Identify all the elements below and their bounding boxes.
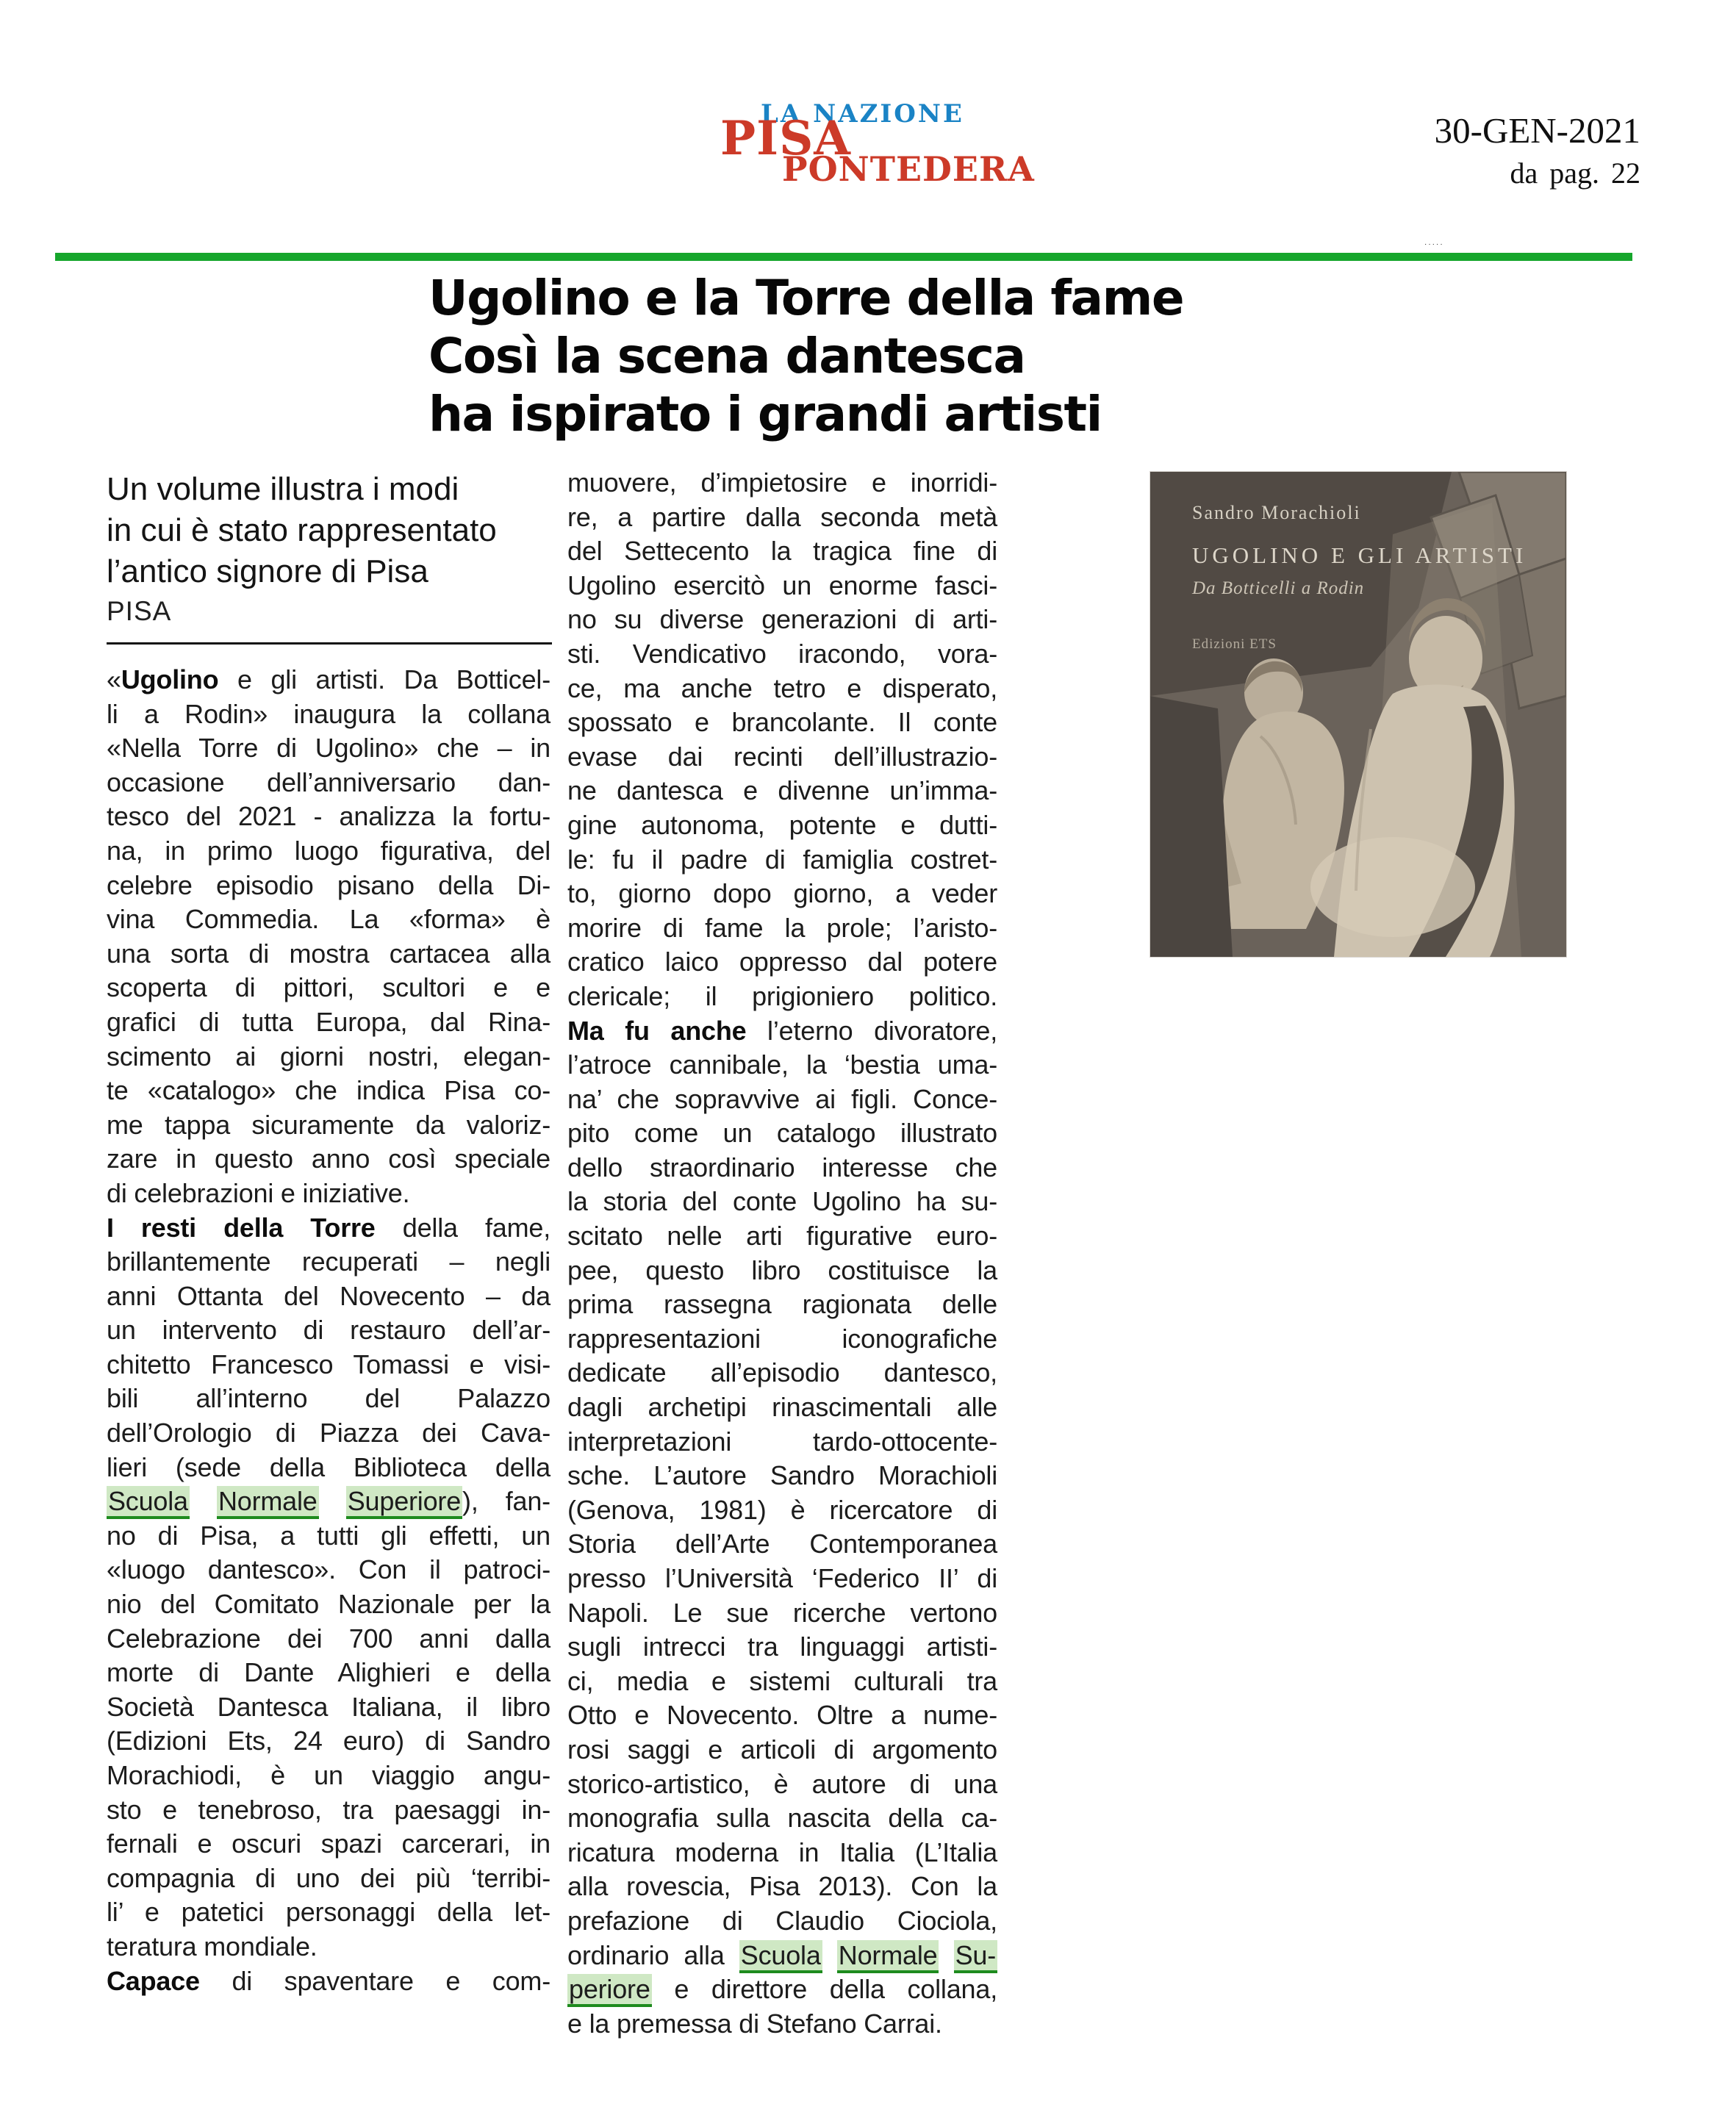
body-line: prefazione di Claudio Ciociola, bbox=[567, 1905, 997, 1936]
body-line: no di Pisa, a tutti gli effetti, un bbox=[107, 1520, 550, 1551]
body-line: (Genova, 1981) è ricercatore di bbox=[567, 1494, 997, 1525]
body-line: ordinario alla Scuola Normale Su- bbox=[567, 1939, 997, 1973]
body-line: re, a partire dalla seconda metà bbox=[567, 501, 997, 532]
body-line: sto e tenebroso, tra paesaggi in- bbox=[107, 1794, 550, 1825]
body-line: monografia sulla nascita della ca- bbox=[567, 1803, 997, 1834]
body-line: del Settecento la tragica fine di bbox=[567, 536, 997, 567]
body-line: chitetto Francesco Tomassi e visi- bbox=[107, 1349, 550, 1379]
body-line: dedicate all’episodio dantesco, bbox=[567, 1357, 997, 1388]
body-line: occasione dell’anniversario dan- bbox=[107, 767, 550, 797]
masthead-pisa: PISA bbox=[720, 111, 851, 166]
book-cover-image bbox=[1150, 472, 1566, 957]
body-line: e la premessa di Stefano Carrai. bbox=[567, 2008, 942, 2039]
green-divider-rule bbox=[55, 253, 1632, 261]
body-line: sugli intrecci tra linguaggi artisti- bbox=[567, 1631, 997, 1662]
body-line: dell’Orologio di Piazza dei Cava- bbox=[107, 1418, 550, 1449]
body-line: tesco del 2021 - analizza la fortu- bbox=[107, 801, 550, 832]
body-line: ricatura moderna in Italia (L’Italia bbox=[567, 1837, 997, 1867]
headline-line: ha ispirato i grandi artisti bbox=[428, 386, 1102, 442]
body-line: gine autonoma, potente e dutti- bbox=[567, 809, 997, 840]
body-line: Morachiodi, è un viaggio angu- bbox=[107, 1760, 550, 1790]
body-line: Napoli. Le sue ricerche vertono bbox=[567, 1597, 997, 1628]
body-line: clericale; il prigioniero politico. bbox=[567, 980, 997, 1011]
body-line: compagnia di uno dei più ‘terribi- bbox=[107, 1862, 550, 1893]
body-line: l’atroce cannibale, la ‘bestia uma- bbox=[567, 1049, 997, 1080]
body-line: na’ che sopravvive ai figli. Conce- bbox=[567, 1083, 997, 1114]
article-headline bbox=[428, 269, 1355, 443]
body-line: una sorta di mostra cartacea alla bbox=[107, 938, 550, 969]
body-line: cratico laico oppresso dal potere bbox=[567, 947, 997, 977]
body-line: ci, media e sistemi culturali tra bbox=[567, 1665, 997, 1696]
masthead-la-nazione: LA NAZIONE bbox=[761, 99, 964, 129]
body-line: la storia del conte Ugolino ha su- bbox=[567, 1186, 997, 1217]
body-line: Ugolino esercitò un enorme fasci- bbox=[567, 570, 997, 600]
body-line: vina Commedia. La «forma» è bbox=[107, 904, 550, 935]
body-line: storico-artistico, è autore di una bbox=[567, 1768, 997, 1799]
tiny-print-marks: ····· bbox=[1424, 240, 1444, 248]
body-line: rosi saggi e articoli di argomento bbox=[567, 1734, 997, 1765]
body-line: to, giorno dopo giorno, a veder bbox=[567, 878, 997, 909]
body-line: fernali e oscuri spazi carcerari, in bbox=[107, 1828, 550, 1859]
cover-title: UGOLINO E GLI ARTISTI bbox=[1192, 542, 1527, 568]
body-line: anni Ottanta del Novecento – da bbox=[107, 1280, 550, 1311]
body-line: «luogo dantesco». Con il patroci- bbox=[107, 1554, 550, 1585]
body-line: brillantemente recuperati – negli bbox=[107, 1246, 550, 1277]
article-column-middle bbox=[567, 466, 997, 2041]
body-line: sche. L’autore Sandro Morachioli bbox=[567, 1460, 997, 1491]
headline-line: Ugolino e la Torre della fame bbox=[428, 270, 1184, 326]
body-line: rappresentazioni iconografiche bbox=[567, 1323, 997, 1354]
body-line: scoperta di pittori, scultori e e bbox=[107, 972, 550, 1003]
body-line: li a Rodin» inaugura la collana bbox=[107, 698, 550, 729]
body-line: Società Dantesca Italiana, il libro bbox=[107, 1691, 550, 1722]
body-line: morire di fame la prole; l’aristo- bbox=[567, 912, 997, 943]
body-line: presso l’Università ‘Federico II’ di bbox=[567, 1563, 997, 1593]
standfirst-rule bbox=[107, 642, 552, 645]
body-line: pito come un catalogo illustrato bbox=[567, 1118, 997, 1149]
body-line: scitato nelle arti figurative euro- bbox=[567, 1221, 997, 1252]
body-line: di celebrazioni e iniziative. bbox=[107, 1177, 410, 1208]
clip-page-ref: da pag. 22 bbox=[1510, 157, 1640, 190]
article-column-left bbox=[107, 663, 550, 1998]
body-line: te «catalogo» che indica Pisa co- bbox=[107, 1075, 550, 1106]
body-line: alla rovescia, Pisa 2013). Con la bbox=[567, 1871, 997, 1902]
body-line: Storia dell’Arte Contemporanea bbox=[567, 1529, 997, 1559]
standfirst-line: l’antico signore di Pisa bbox=[107, 553, 428, 589]
body-line: dagli archetipi rinascimentali alle bbox=[567, 1392, 997, 1423]
body-line: ne dantesca e divenne un’imma- bbox=[567, 775, 997, 806]
body-line: lieri (sede della Biblioteca della bbox=[107, 1451, 550, 1482]
body-line: li’ e patetici personaggi della let- bbox=[107, 1897, 550, 1928]
body-line: evase dai recinti dell’illustrazio- bbox=[567, 741, 997, 772]
body-line: Scuola Normale Superiore), fan- bbox=[107, 1485, 550, 1519]
clip-dateline bbox=[1367, 112, 1640, 190]
body-line: nio del Comitato Nazionale per la bbox=[107, 1589, 550, 1620]
body-line: ce, ma anche tetro e disperato, bbox=[567, 672, 997, 703]
body-line: «Ugolino e gli artisti. Da Botticel- bbox=[107, 664, 550, 694]
standfirst-line: Un volume illustra i modi bbox=[107, 471, 459, 507]
body-line: dello straordinario interesse che bbox=[567, 1152, 997, 1182]
clip-date: 30-GEN-2021 bbox=[1434, 110, 1640, 151]
body-line: periore e direttore della collana, bbox=[567, 1972, 997, 2007]
masthead-pontedera: PONTEDERA bbox=[782, 149, 1035, 189]
body-line: na, in primo luogo figurativa, del bbox=[107, 835, 550, 866]
body-line: Ma fu anche l’eterno divoratore, bbox=[567, 1015, 997, 1046]
cover-publisher: Edizioni ETS bbox=[1192, 636, 1277, 652]
body-line: spossato e brancolante. Il conte bbox=[567, 707, 997, 738]
body-line: muovere, d’impietosire e inorridi- bbox=[567, 467, 997, 498]
standfirst-line: in cui è stato rappresentato bbox=[107, 512, 497, 548]
body-line: Otto e Novecento. Oltre a nume- bbox=[567, 1700, 997, 1731]
cover-author: Sandro Morachioli bbox=[1192, 502, 1361, 523]
body-line: prima rassegna ragionata delle bbox=[567, 1289, 997, 1320]
article-standfirst bbox=[107, 469, 562, 592]
body-line: Celebrazione dei 700 anni dalla bbox=[107, 1623, 550, 1654]
body-line: grafici di tutta Europa, dal Rina- bbox=[107, 1006, 550, 1037]
body-line: morte di Dante Alighieri e della bbox=[107, 1657, 550, 1688]
city-label: PISA bbox=[107, 596, 172, 626]
body-line: «Nella Torre di Ugolino» che – in bbox=[107, 733, 550, 764]
body-line: (Edizioni Ets, 24 euro) di Sandro bbox=[107, 1726, 550, 1756]
body-line: pee, questo libro costituisce la bbox=[567, 1254, 997, 1285]
body-line: le: fu il padre di famiglia costret- bbox=[567, 844, 997, 875]
body-line: Capace di spaventare e com- bbox=[107, 1965, 550, 1996]
body-line: I resti della Torre della fame, bbox=[107, 1212, 551, 1243]
body-line: celebre episodio pisano della Di- bbox=[107, 869, 550, 900]
headline-line: Così la scena dantesca bbox=[428, 328, 1025, 384]
body-line: me tappa sicuramente da valoriz- bbox=[107, 1109, 550, 1140]
body-line: scimento ai giorni nostri, elegan- bbox=[107, 1041, 550, 1071]
body-line: no su diverse generazioni di arti- bbox=[567, 604, 997, 635]
cover-illustration bbox=[1150, 472, 1566, 957]
cover-subtitle: Da Botticelli a Rodin bbox=[1192, 578, 1365, 598]
body-line: bili all’interno del Palazzo bbox=[107, 1383, 550, 1414]
body-line: teratura mondiale. bbox=[107, 1931, 318, 1961]
body-line: zare in questo anno così speciale bbox=[107, 1144, 550, 1174]
body-line: un intervento di restauro dell’ar- bbox=[107, 1315, 550, 1346]
body-line: interpretazioni tardo-ottocente- bbox=[567, 1426, 997, 1457]
body-line: sti. Vendicativo iracondo, vora- bbox=[567, 638, 997, 669]
